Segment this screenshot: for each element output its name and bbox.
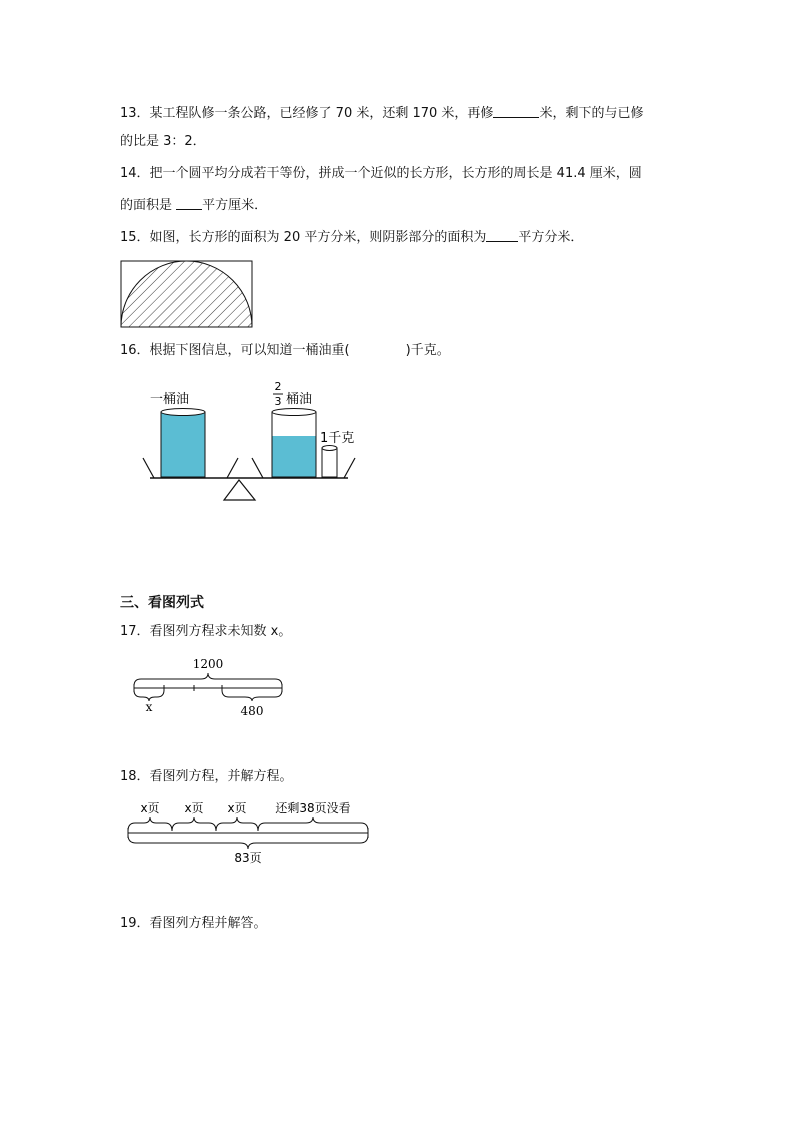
q16-full-oil <box>161 412 205 477</box>
q17-figure <box>134 673 282 701</box>
q16-label-weight: 1千克 <box>320 431 355 446</box>
q14-text-a: 的面积是 <box>120 198 173 213</box>
q16-pan-edge-right-2 <box>344 458 355 478</box>
q14-line1: 14．把一个圆平均分成若干等份，拼成一个近似的长方形，长方形的周长是 41.4 厘米，圆 <box>120 166 642 181</box>
q18-brace-4 <box>258 817 368 831</box>
q16-pan-edge-left-2 <box>227 458 238 478</box>
q13-line2: 的比是 3：2． <box>120 134 206 149</box>
q15-figure <box>121 261 252 327</box>
q16-weight <box>322 446 337 478</box>
q16-frac-denominator: 3 <box>274 395 282 408</box>
q18-seg2-label: x页 <box>184 801 204 815</box>
q13-text-b: 米，剩下的与已修 <box>539 106 644 121</box>
q17-line: 17．看图列方程求未知数 x。 <box>120 624 292 639</box>
q17-top-brace <box>134 673 282 686</box>
q15-shaded-semicircle <box>121 261 252 327</box>
q17-x-label: x <box>145 700 153 714</box>
q18-brace-1 <box>128 817 172 831</box>
q16-fulcrum <box>224 480 255 500</box>
q15-text-b: 平方分米． <box>518 230 584 245</box>
q16-partial-oil <box>272 436 316 477</box>
q16-label-partial: 桶油 <box>286 392 313 407</box>
q16-pan-edge-right-1 <box>252 458 263 478</box>
q17-part-brace <box>222 690 282 701</box>
q16-full-bucket <box>161 409 205 478</box>
q15-text-a: 15．如图，长方形的面积为 20 平方分米，则阴影部分的面积为 <box>120 230 487 245</box>
q16-frac-numerator: 2 <box>274 380 282 393</box>
q18-bottom-brace <box>128 835 368 849</box>
q14-text-b: 平方厘米． <box>202 198 268 213</box>
q16-text-b: )千克。 <box>405 343 450 358</box>
q18-brace-2 <box>172 817 216 831</box>
q13-text-a: 13．某工程队修一条公路，已经修了 70 米，还剩 170 米，再修 <box>120 106 494 121</box>
q16-pan-edge-left-1 <box>143 458 154 478</box>
q16-figure <box>143 380 355 500</box>
q19-line: 19．看图列方程并解答。 <box>120 916 267 931</box>
q18-seg4-label: 还剩38页没看 <box>275 801 351 815</box>
q16-partial-bucket <box>272 409 316 478</box>
q18-total-label: 83页 <box>234 851 262 865</box>
q16-text-a: 16．根据下图信息，可以知道一桶油重( <box>120 343 350 358</box>
q17-total-label: 1200 <box>192 657 224 671</box>
q18-line: 18．看图列方程，并解方程。 <box>120 769 293 784</box>
q17-part-label: 480 <box>240 704 264 718</box>
q16-label-full: 一桶油 <box>150 392 190 407</box>
q18-figure <box>128 817 368 849</box>
q16-line <box>120 343 450 359</box>
q18-seg1-label: x页 <box>140 801 160 815</box>
section-title: 三、看图列式 <box>120 595 204 611</box>
q18-brace-3 <box>216 817 258 831</box>
q18-seg3-label: x页 <box>227 801 247 815</box>
